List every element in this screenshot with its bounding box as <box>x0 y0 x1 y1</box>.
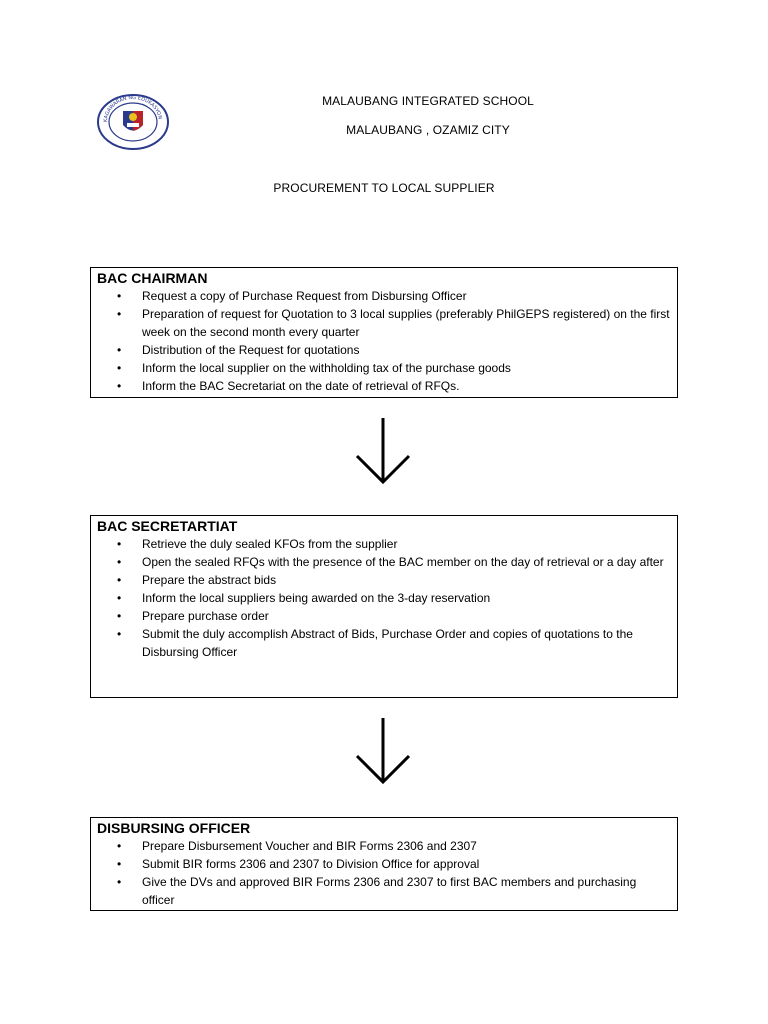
list-item: • Prepare Disbursement Voucher and BIR Forms 2306 and 2307 <box>97 837 671 855</box>
list-item: • Give the DVs and approved BIR Forms 2306 and 2307 to first BAC members and purchasing officer <box>97 873 671 909</box>
step-box-bac-chairman <box>90 267 678 398</box>
step-title: BAC SECRETARTIAT <box>97 518 238 534</box>
step-box-bac-secretariat <box>90 515 678 698</box>
page-title: PROCUREMENT TO LOCAL SUPPLIER <box>273 181 495 195</box>
arrow-down-icon <box>354 416 412 486</box>
list-item: • Prepare purchase order <box>97 607 671 625</box>
list-item: • Request a copy of Purchase Request from Disbursing Officer <box>97 287 671 305</box>
school-name: MALAUBANG INTEGRATED SCHOOL <box>322 94 534 108</box>
list-item: • Inform the BAC Secretariat on the date of retrieval of RFQs. <box>97 377 671 395</box>
list-item: • Inform the local supplier on the withholding tax of the purchase goods <box>97 359 671 377</box>
step-title: DISBURSING OFFICER <box>97 820 251 836</box>
arrow-down-icon <box>354 716 412 786</box>
list-item: • Preparation of request for Quotation to 3 local supplies (preferably PhilGEPS registered) on the first week on the second month every quarter <box>97 305 671 341</box>
list-item: • Inform the local suppliers being awarded on the 3-day reservation <box>97 589 671 607</box>
list-item: • Prepare the abstract bids <box>97 571 671 589</box>
list-item: • Submit BIR forms 2306 and 2307 to Division Office for approval <box>97 855 671 873</box>
step-list <box>97 287 671 395</box>
list-item: • Submit the duly accomplish Abstract of Bids, Purchase Order and copies of quotations to the Disbursing Officer <box>97 625 671 661</box>
step-list <box>97 535 671 661</box>
step-list <box>97 837 671 909</box>
step-title: BAC CHAIRMAN <box>97 270 208 286</box>
list-item: • Distribution of the Request for quotations <box>97 341 671 359</box>
list-item: • Open the sealed RFQs with the presence of the BAC member on the day of retrieval or a day after <box>97 553 671 571</box>
step-box-disbursing-officer <box>90 817 678 911</box>
list-item: • Retrieve the duly sealed KFOs from the supplier <box>97 535 671 553</box>
school-location: MALAUBANG , OZAMIZ CITY <box>346 123 510 137</box>
seal-ring-text: KAGAWARAN NG EDUKASYON <box>102 94 163 123</box>
